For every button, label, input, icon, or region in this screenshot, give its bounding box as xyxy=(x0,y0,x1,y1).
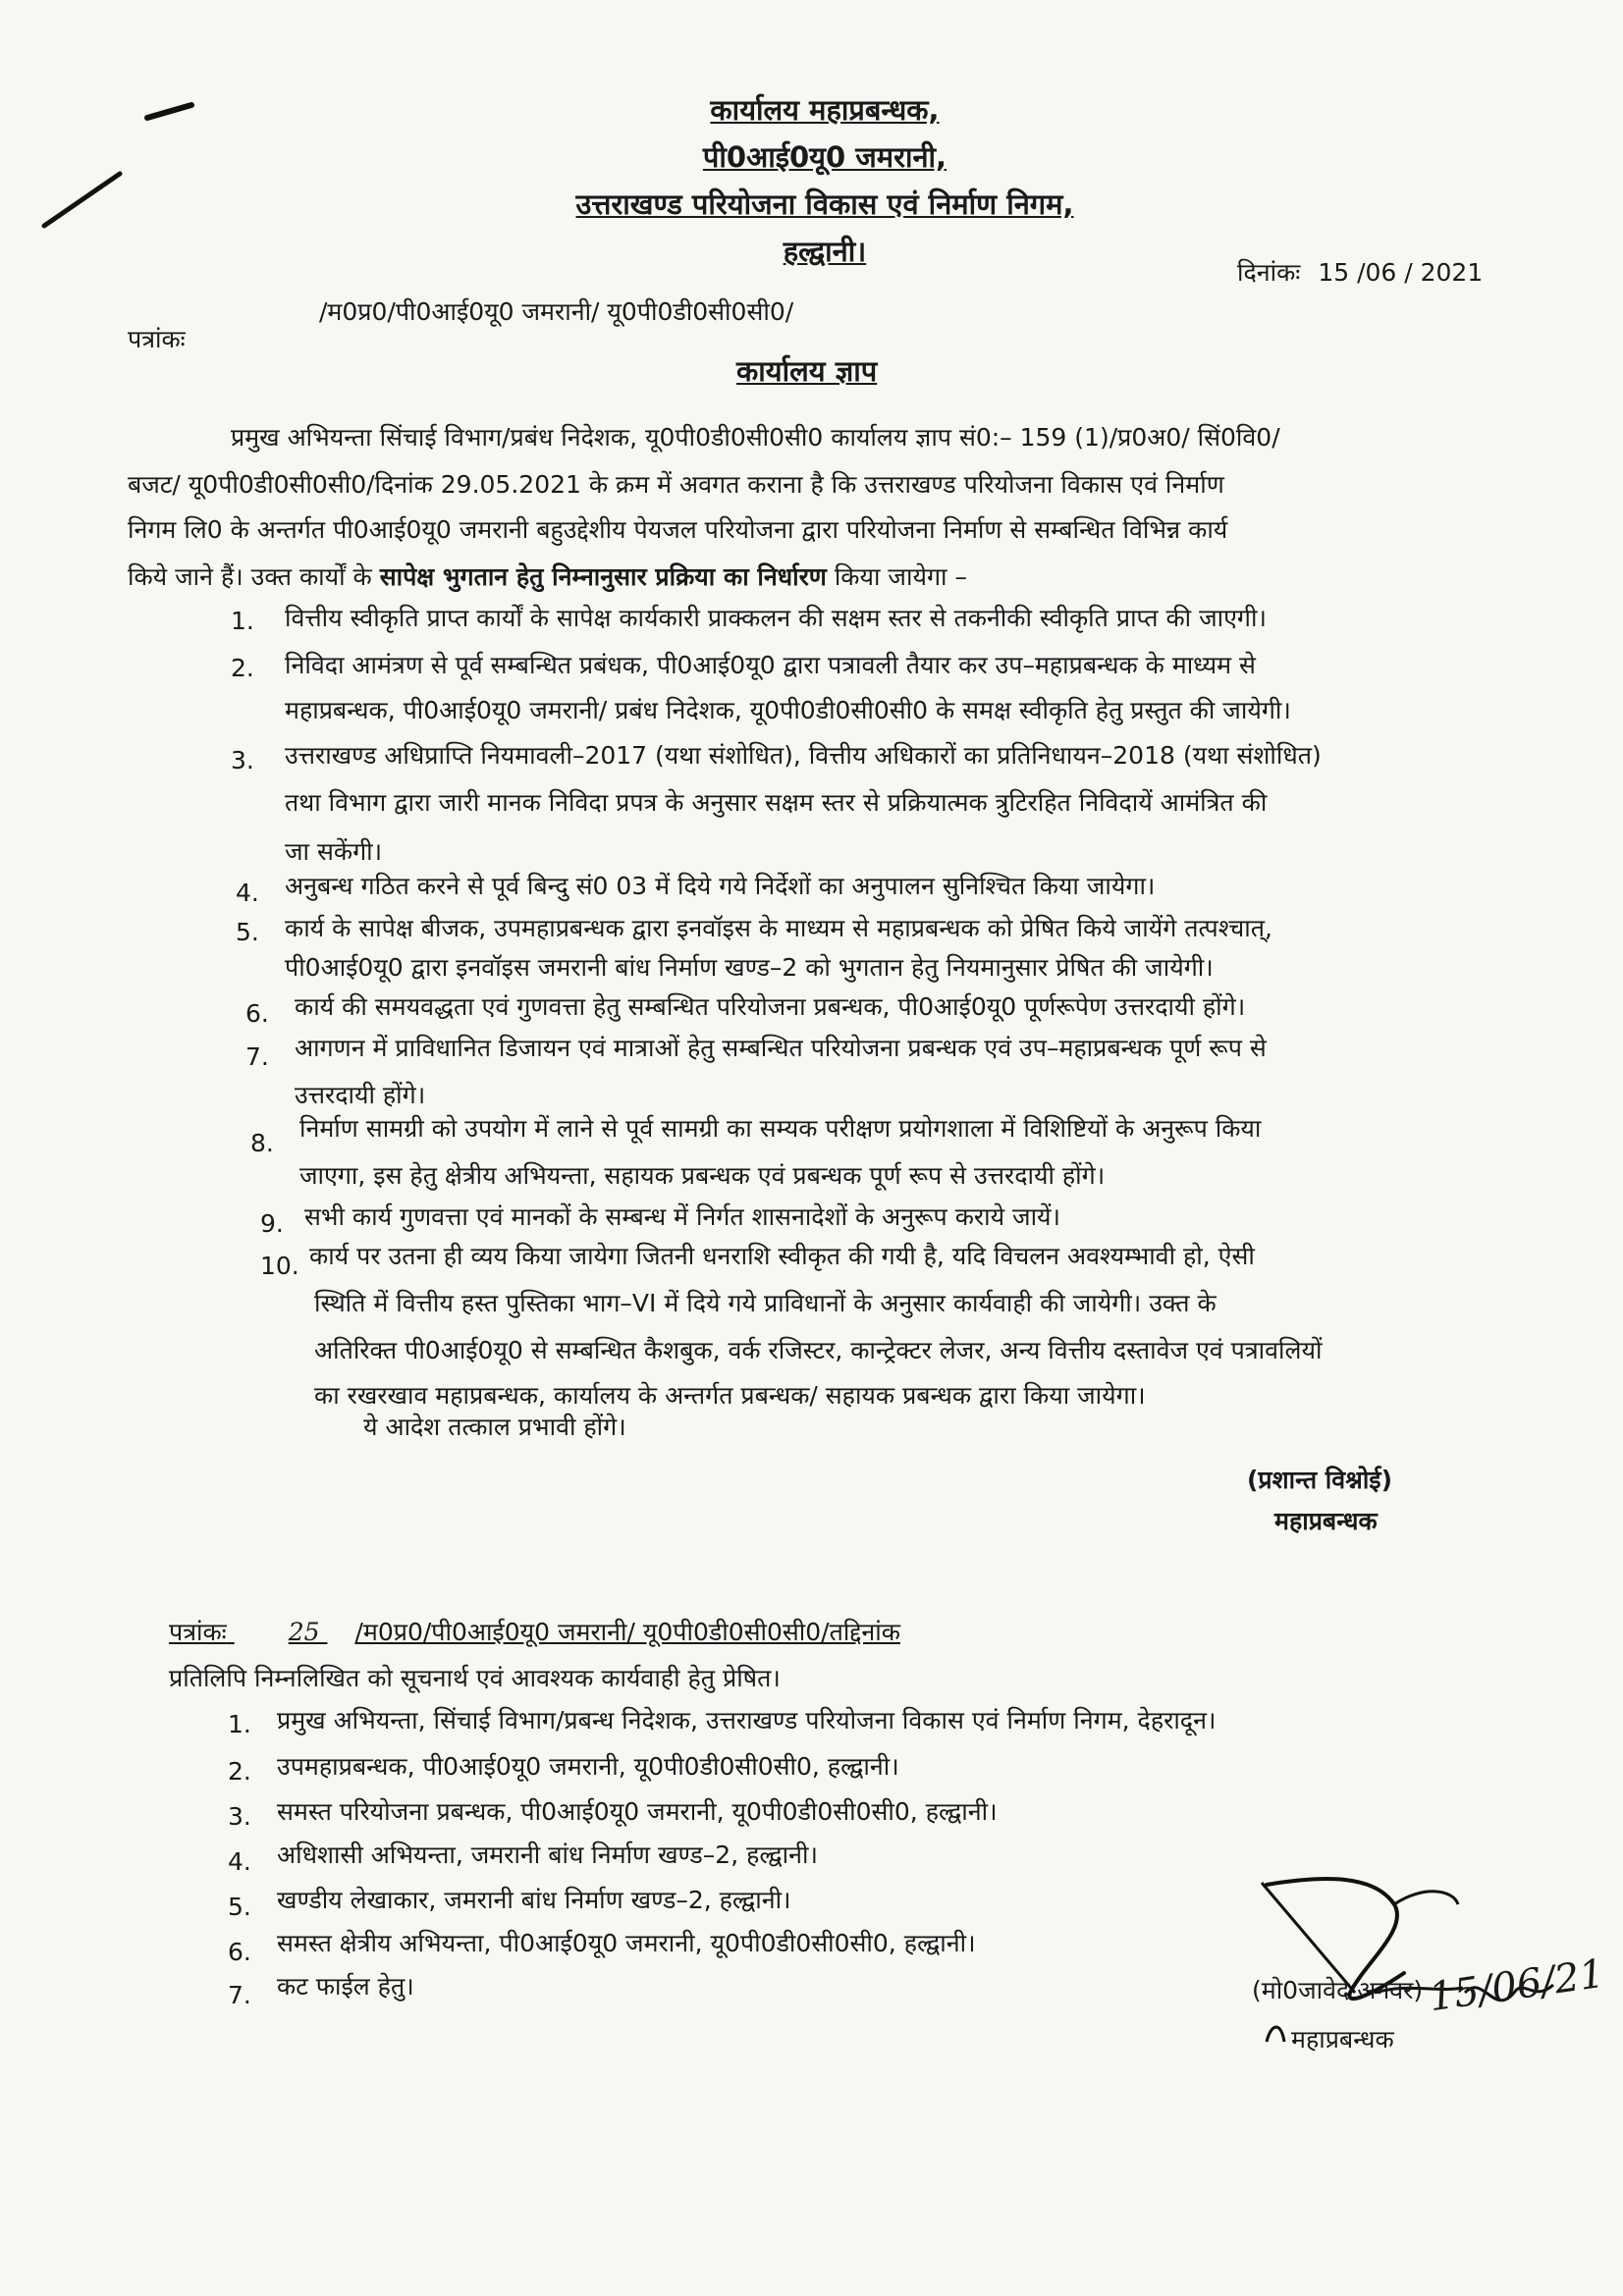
item-number: 5. xyxy=(236,918,259,946)
copy-number: 7. xyxy=(228,1981,251,2009)
item-number: 9. xyxy=(260,1209,284,1238)
item-number: 7. xyxy=(245,1042,269,1071)
item-line: जाएगा, इस हेतु क्षेत्रीय अभियन्ता, सहायक प्रबन्धक एवं प्रबन्धक पूर्ण रूप से उत्तरदायी होंगे। xyxy=(299,1161,1106,1190)
item-line: कार्य की समयवद्धता एवं गुणवत्ता हेतु सम्बन्धित परियोजना प्रबन्धक, पी0आई0यू0 पूर्णरूपेण उत्तरदायी होंगे। xyxy=(295,992,1246,1021)
closing-line: ये आदेश तत्काल प्रभावी होंगे। xyxy=(363,1413,626,1441)
intro-emphasis: सापेक्ष भुगतान हेतु निम्नानुसार प्रक्रिया का निर्धारण xyxy=(379,562,827,591)
copy-item: प्रमुख अभियन्ता, सिंचाई विभाग/प्रबन्ध निदेशक, उत्तराखण्ड परियोजना विकास एवं निर्माण निगम, देहरादून। xyxy=(277,1706,1217,1735)
copy-number: 4. xyxy=(228,1847,251,1876)
signatory2-designation: महाप्रबन्धक xyxy=(1291,2025,1394,2054)
item-number: 6. xyxy=(245,999,269,1028)
item-line: वित्तीय स्वीकृति प्राप्त कार्यों के सापेक्ष कार्यकारी प्राक्कलन की सक्षम स्तर से तकनीकी स्वीकृति प्राप्त की जाएगी। xyxy=(285,604,1267,632)
item-number: 1. xyxy=(231,607,254,635)
copy-ref-label: पत्रांकः xyxy=(169,1618,227,1646)
handwritten-signature xyxy=(1237,1845,1571,2061)
signatory-name: (प्रशान्त विश्नोई) xyxy=(1247,1466,1393,1494)
date-block xyxy=(1237,260,1483,285)
signatory2-name: (मो0जावेद अनवर) xyxy=(1252,1976,1424,2004)
item-line: निर्माण सामग्री को उपयोग में लाने से पूर्व सामग्री का सम्यक परीक्षण प्रयोगशाला में विशिष्टियों के अनुरूप किया xyxy=(299,1114,1262,1143)
item-line: उत्तराखण्ड अधिप्राप्ति नियमावली–2017 (यथा संशोधित), वित्तीय अधिकारों का प्रतिनिधायन–2018 (यथा संशोधित) xyxy=(285,741,1322,770)
item-line: कार्य के सापेक्ष बीजक, उपमहाप्रबन्धक द्वारा इनवॉइस के माध्यम से महाप्रबन्धक को प्रेषित किये जायेंगे तत्पश्चात्, xyxy=(285,914,1272,942)
item-line: कार्य पर उतना ही व्यय किया जायेगा जितनी धनराशि स्वीकृत की गयी है, यदि विचलन अवश्यम्भावी हो, ऐसी xyxy=(309,1242,1255,1270)
copy-number: 6. xyxy=(228,1938,251,1966)
memo-title: कार्यालय ज्ञाप xyxy=(736,354,878,388)
intro-line: निगम लि0 के अन्तर्गत पी0आई0यू0 जमरानी बहुउद्देशीय पेयजल परियोजना द्वारा परियोजना निर्माण से सम्बन्धित विभिन्न कार्य xyxy=(128,515,1228,544)
item-line: महाप्रबन्धक, पी0आई0यू0 जमरानी/ प्रबंध निदेशक, यू0पी0डी0सी0सी0 के समक्ष स्वीकृति हेतु प्रस्तुत की जायेगी। xyxy=(285,696,1291,724)
intro-line: प्रमुख अभियन्ता सिंचाई विभाग/प्रबंध निदेशक, यू0पी0डी0सी0सी0 कार्यालय ज्ञाप सं0:– 159 (1)/प्र0अ0/ सिं0वि0/ xyxy=(231,423,1280,452)
item-line: जा सकेंगी। xyxy=(285,837,383,866)
reference-number: /म0प्र0/पी0आई0यू0 जमरानी/ यू0पी0डी0सी0सी0/ xyxy=(319,297,794,326)
handwritten-date: 15/06/21 xyxy=(1426,1950,1607,2021)
item-line: का रखरखाव महाप्रबन्धक, कार्यालय के अन्तर्गत प्रबन्धक/ सहायक प्रबन्धक द्वारा किया जायेगा। xyxy=(314,1381,1146,1410)
copy-item: समस्त परियोजना प्रबन्धक, पी0आई0यू0 जमरानी, यू0पी0डी0सी0सी0, हल्द्वानी। xyxy=(277,1797,998,1826)
copy-item: उपमहाप्रबन्धक, पी0आई0यू0 जमरानी, यू0पी0डी0सी0सी0, हल्द्वानी। xyxy=(277,1752,899,1781)
header-office: कार्यालय महाप्रबन्धक, xyxy=(710,93,940,127)
item-line: आगणन में प्राविधानित डिजायन एवं मात्राओं हेतु सम्बन्धित परियोजना प्रबन्धक एवं उप–महाप्रबन्धक पूर्ण रूप से xyxy=(295,1034,1267,1062)
copy-number: 1. xyxy=(228,1710,251,1738)
copy-item: समस्त क्षेत्रीय अभियन्ता, पी0आई0यू0 जमरानी, यू0पी0डी0सी0सी0, हल्द्वानी। xyxy=(277,1929,976,1957)
header-corporation: उत्तराखण्ड परियोजना विकास एवं निर्माण निगम, xyxy=(575,187,1074,221)
date-label: दिनांकः xyxy=(1237,258,1301,287)
signatory-designation: महाप्रबन्धक xyxy=(1274,1507,1378,1535)
header-unit: पी0आई0यू0 जमरानी, xyxy=(702,140,947,174)
copy-ref-number: 25 xyxy=(288,1618,320,1646)
intro-text: किये जाने हैं। उक्त कार्यों के xyxy=(128,562,380,591)
item-line: सभी कार्य गुणवत्ता एवं मानकों के सम्बन्ध में निर्गत शासनादेशों के अनुरूप कराये जायें। xyxy=(304,1202,1061,1231)
copy-number: 2. xyxy=(228,1757,251,1786)
intro-text: किया जायेगा – xyxy=(826,562,967,591)
item-number: 2. xyxy=(231,654,254,682)
item-line: पी0आई0यू0 द्वारा इनवॉइस जमरानी बांध निर्माण खण्ड–2 को भुगतान हेतु नियमानुसार प्रेषित की जायेगी। xyxy=(285,953,1214,982)
item-line: तथा विभाग द्वारा जारी मानक निविदा प्रपत्र के अनुसार सक्षम स्तर से प्रक्रियात्मक त्रुटिरहित निविदायें आमंत्रित की xyxy=(285,788,1268,817)
date-value: 15 /06 / 2021 xyxy=(1318,258,1484,287)
item-number: 4. xyxy=(236,879,259,907)
item-line: स्थिति में वित्तीय हस्त पुस्तिका भाग–VI में दिये गये प्राविधानों के अनुसार कार्यवाही की जायेगी। उक्त के xyxy=(314,1289,1217,1317)
copy-item: कट फाईल हेतु। xyxy=(277,1972,414,2001)
reference-label: पत्रांकः xyxy=(128,325,186,353)
item-line: निविदा आमंत्रण से पूर्व सम्बन्धित प्रबंधक, पी0आई0यू0 द्वारा पत्रावली तैयार कर उप–महाप्रबन्धक के माध्यम से xyxy=(285,651,1256,679)
pen-mark xyxy=(29,93,206,231)
copy-reference xyxy=(169,1620,900,1644)
intro-line xyxy=(128,560,967,593)
item-number: 3. xyxy=(231,746,254,774)
item-line: अनुबन्ध गठित करने से पूर्व बिन्दु सं0 03 में दिये गये निर्देशों का अनुपालन सुनिश्चित किया जायेगा। xyxy=(285,872,1156,900)
copy-number: 3. xyxy=(228,1802,251,1831)
copy-item: खण्डीय लेखाकार, जमरानी बांध निर्माण खण्ड–2, हल्द्वानी। xyxy=(277,1886,791,1914)
copy-intro: प्रतिलिपि निम्नलिखित को सूचनार्थ एवं आवश्यक कार्यवाही हेतु प्रेषित। xyxy=(169,1664,781,1692)
item-line: उत्तरदायी होंगे। xyxy=(295,1081,426,1109)
header-city: हल्द्वानी। xyxy=(783,235,867,268)
intro-line: बजट/ यू0पी0डी0सी0सी0/दिनांक 29.05.2021 के क्रम में अवगत कराना है कि उत्तराखण्ड परियोजना विकास एवं निर्माण xyxy=(128,470,1224,499)
copy-number: 5. xyxy=(228,1893,251,1921)
item-number: 10. xyxy=(260,1252,299,1280)
copy-item: अधिशासी अभियन्ता, जमरानी बांध निर्माण खण्ड–2, हल्द्वानी। xyxy=(277,1841,818,1869)
item-line: अतिरिक्त पी0आई0यू0 से सम्बन्धित कैशबुक, वर्क रजिस्टर, कान्ट्रेक्टर लेजर, अन्य वित्तीय दस्तावेज एवं पत्रावलियों xyxy=(314,1336,1323,1364)
item-number: 8. xyxy=(250,1129,274,1157)
copy-ref-value: /म0प्र0/पी0आई0यू0 जमरानी/ यू0पी0डी0सी0सी0/तद्दिनांक xyxy=(354,1618,900,1646)
